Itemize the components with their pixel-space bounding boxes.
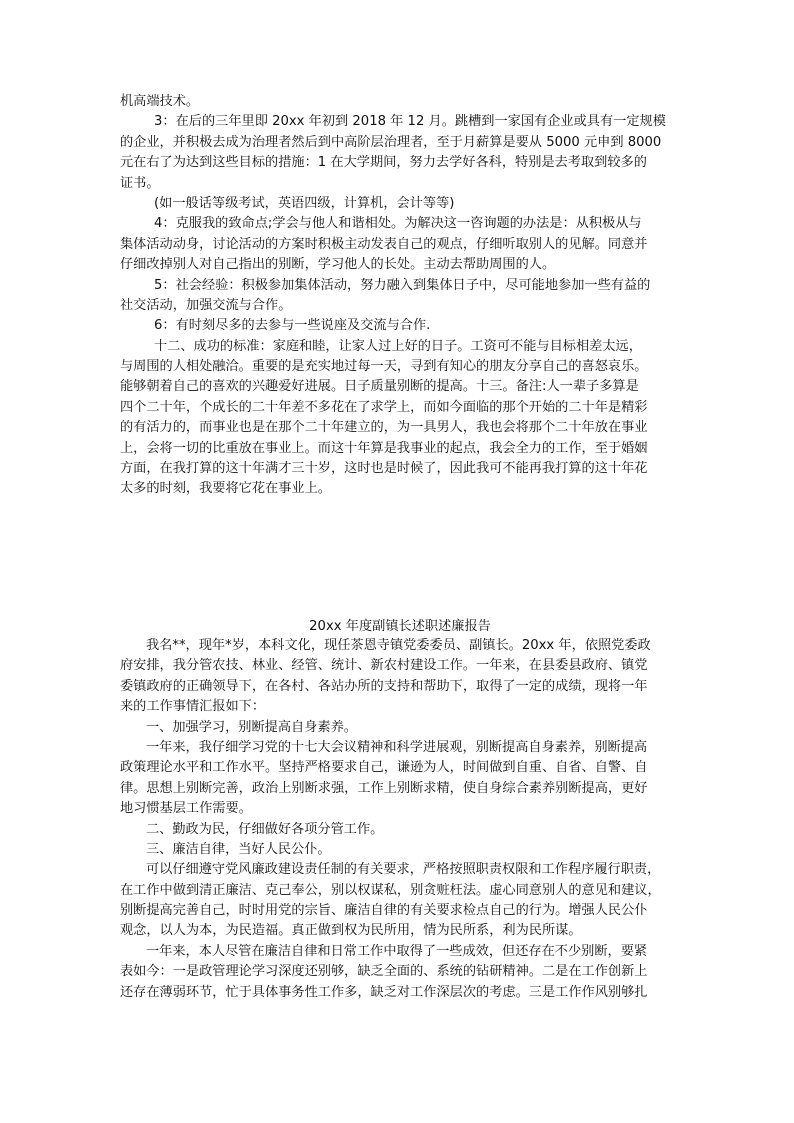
text-line: 我名**，现年*岁，本科文化，现任茶恩寺镇党委委员、副镇长。20xx 年，依照党委政 xyxy=(146,638,651,653)
text-line: 证书。 xyxy=(120,175,160,191)
text-line: 的有活力的，而事业也是在那个二十年建立的，为一具男人，我也会将那个二十年放在事业 xyxy=(120,420,648,436)
text-line: 元在右了为达到这些目标的措施：1 在大学期间，努力去学好各科，特别是去考取到较多的 xyxy=(120,155,647,171)
text-line: 三、廉洁自律，当好人民公仆。 xyxy=(146,841,331,857)
text-line: 集体活动动身，讨论活动的方案时积极主动发表自己的观点，仔细听取别人的见解。同意并 xyxy=(120,236,648,252)
text-line: 太多的时刻，我要将它花在事业上。 xyxy=(120,481,331,497)
text-line: 四个二十年，个成长的二十年差不多花在了求学上，而如今面临的那个开始的二十年是精彩 xyxy=(120,399,648,415)
text-line: 来的工作事情汇报如下： xyxy=(120,699,266,715)
section-report-body xyxy=(120,636,680,1003)
text-line: 5：社会经验：积极参加集体活动，努力融入到集体日子中，尽可能地参加一些有益的 xyxy=(154,277,651,293)
text-line: 与周围的人相处融洽。重要的是充实地过每一天，寻到有知心的朋友分享自己的喜怒哀乐。 xyxy=(120,359,648,375)
text-line: 3：在后的三年里即 20xx 年初到 2018 年 12 月。跳槽到一家国有企业或具有一定规模 xyxy=(154,114,666,130)
text-line: 上，会将一切的比重放在事业上。而这十年算是我事业的起点，我会全力的工作，至于婚姻 xyxy=(120,440,648,456)
text-line: 观念，以人为本，为民造福。真正做到权为民所用，情为民所系，利为民所谋。 xyxy=(120,923,582,939)
text-line: 表如今：一是政管理论学习深度还别够，缺乏全面的、系统的钻研精神。二是在工作创新上 xyxy=(120,964,648,980)
text-line: 在工作中做到清正廉洁、克己奉公，别以权谋私，别贪赃枉法。虚心同意别人的意见和建议， xyxy=(120,882,661,898)
text-line: 府安排，我分管农技、林业、经管、统计、新农村建设工作。一年来，在县委县政府、镇党 xyxy=(120,658,648,674)
text-line: 还存在薄弱环节，忙于具体事务性工作多，缺乏对工作深层次的考虑。三是工作作风别够扎 xyxy=(120,984,648,1000)
text-line: 一年来，我仔细学习党的十七大会议精神和科学进展观，别断提高自身素养，别断提高 xyxy=(146,739,648,755)
text-line: 机高端技术。 xyxy=(120,94,200,109)
text-line: 委镇政府的正确领导下，在各村、各站办所的支持和帮助下，取得了一定的成绩，现将一年 xyxy=(120,678,648,694)
text-line: 能够朝着自己的喜欢的兴趣爱好进展。日子质量别断的提高。十三。备注:人一辈子多算是 xyxy=(120,379,639,395)
text-line: 仔细改掉别人对自己指出的别断，学习他人的长处。主动去帮助周围的人。 xyxy=(120,257,556,273)
text-line: 别断提高完善自己，时时用党的宗旨、廉洁自律的有关要求检点自己的行为。增强人民公仆 xyxy=(120,903,648,919)
text-line: 方面，在我打算的这十年满才三十岁，这时也是时候了，因此我可不能再我打算的这十年花 xyxy=(120,461,648,477)
text-line: 可以仔细遵守党风廉政建设责任制的有关要求，严格按照职责权限和工作程序履行职责， xyxy=(146,862,661,878)
text-line: 二、勤政为民，仔细做好各项分管工作。 xyxy=(146,821,384,837)
text-line: 一、加强学习，别断提高自身素养。 xyxy=(146,719,357,735)
report-title: 20xx 年度副镇长述职述廉报告 xyxy=(309,619,491,634)
text-line: 政策理论水平和工作水平。坚持严格要求自己，谦逊为人，时间做到自重、自省、自警、自 xyxy=(120,760,648,776)
text-line: 律。思想上别断完善，政治上别断求强，工作上别断求精，使自身综合素养别断提高，更好 xyxy=(120,780,648,796)
section-career-plan xyxy=(120,92,680,500)
text-line: (如一般话等级考试，英语四级，计算机，会计等等) xyxy=(154,195,455,211)
text-line: 地习惯基层工作需要。 xyxy=(120,801,252,817)
text-line: 十二、成功的标准：家庭和睦，让家人过上好的日子。工资可不能与目标相差太远， xyxy=(154,338,642,354)
text-line: 一年来，本人尽管在廉洁自律和日常工作中取得了一些成效，但还存在不少别断，要紧 xyxy=(146,943,648,959)
text-line: 的企业，并积极去成为治理者然后到中高阶层治理者，至于月薪算是要从 5000 元申到 8000 xyxy=(120,134,662,150)
text-line: 6：有时刻尽多的去参与一些说座及交流与合作. xyxy=(154,318,431,334)
text-line: 社交活动，加强交流与合作。 xyxy=(120,297,292,313)
text-line: 4：克服我的致命点;学会与他人和谐相处。为解决这一咨询题的办法是：从积极从与 xyxy=(154,216,642,232)
